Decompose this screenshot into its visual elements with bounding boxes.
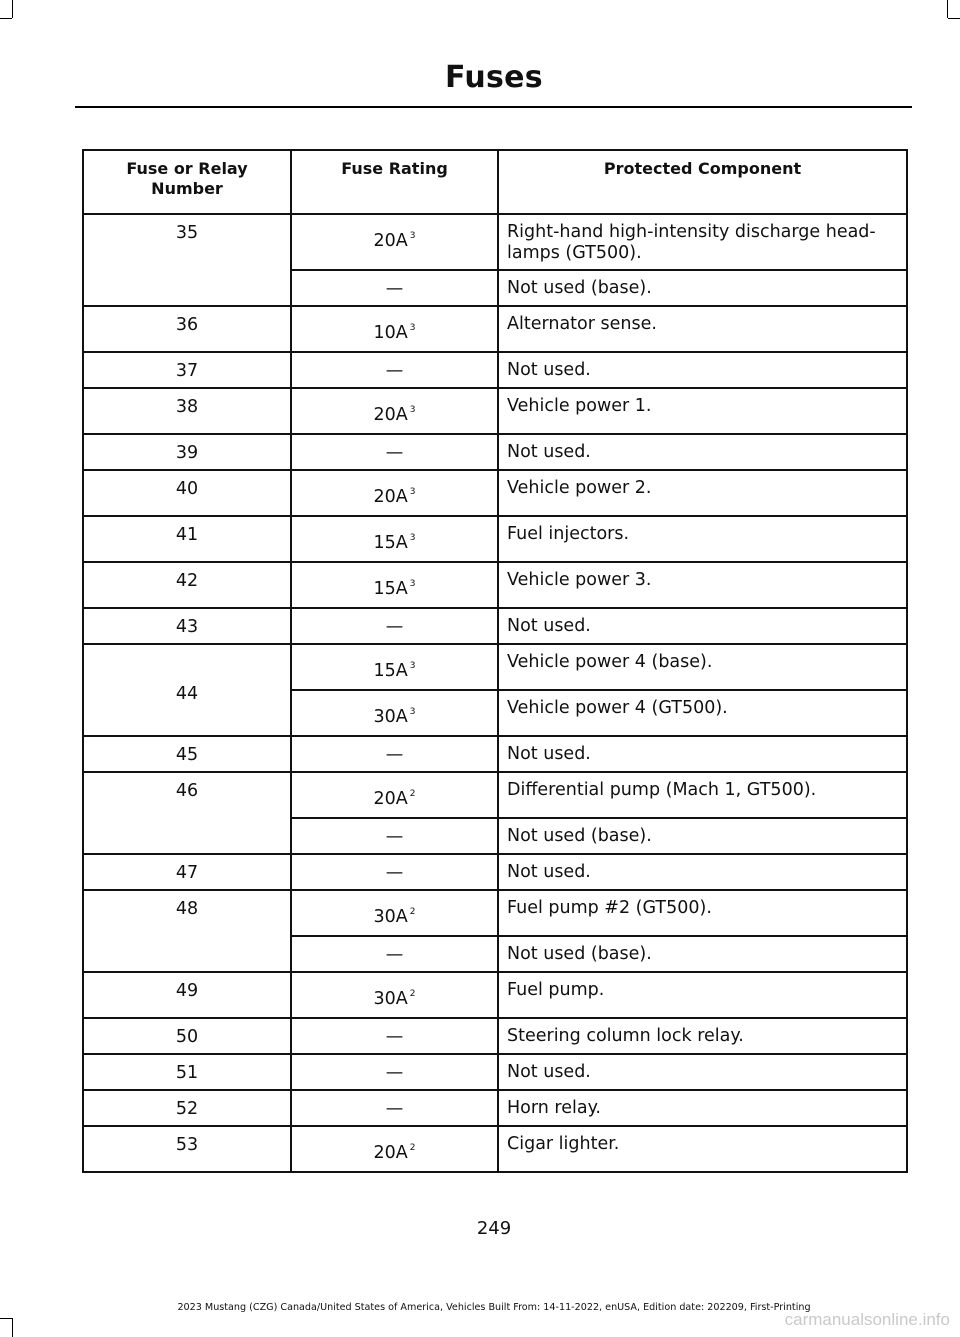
fuse-rating-cell	[291, 608, 498, 644]
table-row	[83, 352, 907, 388]
footnote-marker: 2	[409, 1143, 416, 1153]
header-fuse-rating: Fuse Rating	[291, 150, 498, 214]
fuse-number-cell: 39	[83, 434, 291, 470]
fuse-rating-cell	[291, 352, 498, 388]
fuse-rating-value: 20A	[373, 231, 408, 251]
protected-component-cell: Steering column lock relay.	[498, 1018, 907, 1054]
fuse-rating-value: —	[385, 945, 404, 965]
table-row	[83, 1126, 907, 1172]
fuse-rating-cell	[291, 772, 498, 818]
fuse-rating-value: —	[385, 745, 404, 765]
protected-component-cell: Cigar lighter.	[498, 1126, 907, 1172]
fuse-rating-cell	[291, 470, 498, 516]
fuse-rating-value: 20A	[373, 487, 408, 507]
page-title: Fuses	[445, 60, 543, 95]
fuse-rating-cell	[291, 690, 498, 736]
footer-text: 2023 Mustang (CZG) Canada/United States of America, Vehicles Built From: 14-11-2022, enUSA, Edition date: 202209, First-Printing	[177, 1302, 811, 1313]
protected-component-cell: Vehicle power 2.	[498, 470, 907, 516]
header-protected-component: Protected Component	[498, 150, 907, 214]
table-row	[83, 1018, 907, 1054]
footnote-marker: 2	[409, 789, 416, 799]
protected-component-cell: Not used.	[498, 736, 907, 772]
table-row	[83, 1090, 907, 1126]
fuse-table	[82, 149, 908, 1173]
fuse-rating-value: 20A	[373, 1143, 408, 1163]
protected-component-cell: Alternator sense.	[498, 306, 907, 352]
footnote-marker: 3	[409, 323, 416, 333]
fuse-number-cell: 48	[83, 890, 291, 972]
footnote-marker: 2	[409, 989, 416, 999]
fuse-rating-value: 15A	[373, 661, 408, 681]
table-row	[83, 1054, 907, 1090]
fuse-rating-value: —	[385, 827, 404, 847]
table-row	[83, 890, 907, 936]
fuse-number-cell: 37	[83, 352, 291, 388]
fuse-rating-value: —	[385, 443, 404, 463]
footnote-marker: 3	[409, 533, 416, 543]
footnote-marker: 3	[409, 707, 416, 717]
table-row	[83, 854, 907, 890]
crop-mark	[12, 1318, 13, 1337]
table-row	[83, 644, 907, 690]
table-row	[83, 306, 907, 352]
footnote-marker: 3	[409, 231, 416, 241]
protected-component-cell: Vehicle power 4 (GT500).	[498, 690, 907, 736]
fuse-number-cell: 49	[83, 972, 291, 1018]
fuse-rating-cell	[291, 736, 498, 772]
fuse-rating-value: —	[385, 863, 404, 883]
fuse-rating-value: —	[385, 1099, 404, 1119]
crop-mark	[948, 18, 960, 19]
protected-component-cell: Not used.	[498, 434, 907, 470]
protected-component-cell: Vehicle power 1.	[498, 388, 907, 434]
protected-component-cell: Not used.	[498, 854, 907, 890]
table-header-row	[83, 150, 907, 214]
fuse-number-cell: 36	[83, 306, 291, 352]
fuse-number-cell: 47	[83, 854, 291, 890]
fuse-rating-cell	[291, 306, 498, 352]
table-row	[83, 736, 907, 772]
fuse-rating-value: 30A	[373, 989, 408, 1009]
fuse-number-cell: 51	[83, 1054, 291, 1090]
protected-component-cell: Horn relay.	[498, 1090, 907, 1126]
fuse-rating-cell	[291, 854, 498, 890]
protected-component-cell: Fuel pump #2 (GT500).	[498, 890, 907, 936]
fuse-number-cell: 40	[83, 470, 291, 516]
fuse-number-cell: 38	[83, 388, 291, 434]
protected-component-cell: Fuel injectors.	[498, 516, 907, 562]
protected-component-cell: Not used (base).	[498, 818, 907, 854]
page-number: 249	[476, 1218, 512, 1239]
protected-component-cell: Right-hand high-intensity discharge head-lamps (GT500).	[498, 214, 907, 270]
fuse-rating-value: 30A	[373, 907, 408, 927]
fuse-number-cell: 52	[83, 1090, 291, 1126]
fuse-rating-value: 20A	[373, 405, 408, 425]
table-row	[83, 388, 907, 434]
protected-component-cell: Fuel pump.	[498, 972, 907, 1018]
footnote-marker: 3	[409, 579, 416, 589]
fuse-rating-cell	[291, 388, 498, 434]
fuse-number-cell: 44	[83, 644, 291, 736]
fuse-rating-value: —	[385, 279, 404, 299]
fuse-number-cell: 46	[83, 772, 291, 854]
fuse-rating-value: 20A	[373, 789, 408, 809]
footnote-marker: 2	[409, 907, 416, 917]
table-row	[83, 562, 907, 608]
fuse-rating-cell	[291, 1126, 498, 1172]
protected-component-cell: Vehicle power 3.	[498, 562, 907, 608]
protected-component-cell: Vehicle power 4 (base).	[498, 644, 907, 690]
footnote-marker: 3	[409, 661, 416, 671]
protected-component-cell: Not used.	[498, 608, 907, 644]
fuse-rating-value: 15A	[373, 579, 408, 599]
protected-component-cell: Differential pump (Mach 1, GT500).	[498, 772, 907, 818]
fuse-rating-cell	[291, 972, 498, 1018]
fuse-number-cell: 35	[83, 214, 291, 306]
fuse-number-cell: 42	[83, 562, 291, 608]
table-row	[83, 434, 907, 470]
table-row	[83, 516, 907, 562]
table-row	[83, 972, 907, 1018]
crop-mark	[12, 0, 13, 18]
crop-mark	[947, 0, 948, 18]
fuse-rating-cell	[291, 270, 498, 306]
footnote-marker: 3	[409, 405, 416, 415]
table-row	[83, 608, 907, 644]
fuse-number-cell: 43	[83, 608, 291, 644]
watermark: carmanualsonline.info	[784, 1310, 950, 1329]
fuse-rating-cell	[291, 644, 498, 690]
protected-component-cell: Not used.	[498, 1054, 907, 1090]
fuse-rating-cell	[291, 1054, 498, 1090]
table-row	[83, 214, 907, 270]
protected-component-cell: Not used.	[498, 352, 907, 388]
fuse-rating-cell	[291, 434, 498, 470]
fuse-rating-cell	[291, 1018, 498, 1054]
fuse-table-body	[83, 214, 907, 1172]
fuse-rating-cell	[291, 818, 498, 854]
fuse-number-cell: 45	[83, 736, 291, 772]
protected-component-cell: Not used (base).	[498, 936, 907, 972]
fuse-rating-cell	[291, 890, 498, 936]
crop-mark	[0, 1318, 12, 1319]
fuse-rating-value: —	[385, 617, 404, 637]
crop-mark	[0, 18, 12, 19]
fuse-rating-cell	[291, 1090, 498, 1126]
fuse-rating-cell	[291, 936, 498, 972]
fuse-rating-value: —	[385, 361, 404, 381]
fuse-number-cell: 53	[83, 1126, 291, 1172]
fuse-number-cell: 50	[83, 1018, 291, 1054]
title-divider	[75, 106, 912, 108]
fuse-rating-cell	[291, 562, 498, 608]
fuse-rating-cell	[291, 516, 498, 562]
footnote-marker: 3	[409, 487, 416, 497]
fuse-rating-cell	[291, 214, 498, 270]
table-row	[83, 772, 907, 818]
fuse-rating-value: —	[385, 1027, 404, 1047]
table-row	[83, 470, 907, 516]
fuse-rating-value: 10A	[373, 323, 408, 343]
fuse-rating-value: 15A	[373, 533, 408, 553]
fuse-rating-value: —	[385, 1063, 404, 1083]
fuse-rating-value: 30A	[373, 707, 408, 727]
fuse-number-cell: 41	[83, 516, 291, 562]
protected-component-cell: Not used (base).	[498, 270, 907, 306]
header-fuse-number: Fuse or Relay Number	[83, 150, 291, 214]
